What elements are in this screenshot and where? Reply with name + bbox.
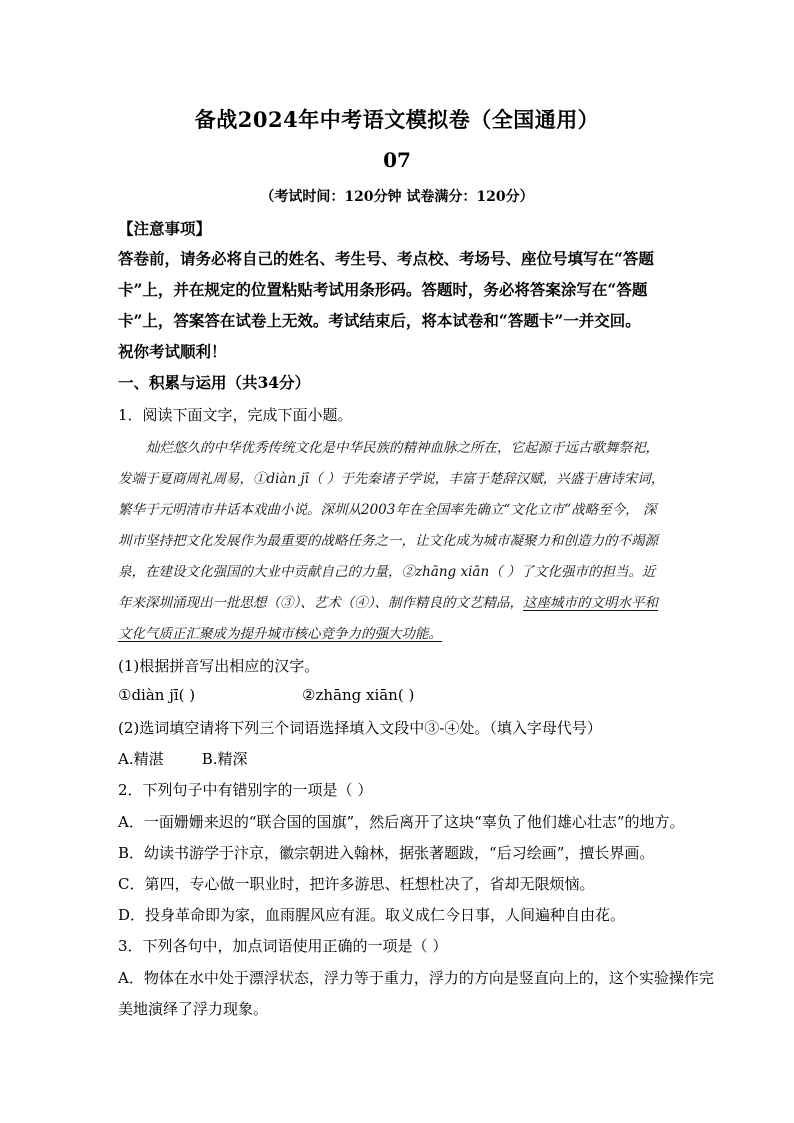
question-2-stem: 2．下列句子中有错别字的一项是（ ）	[118, 781, 373, 799]
passage-line: 灿烂悠久的中华优秀传统文化是中华民族的精神血脉之所在，它起源于远古歌舞祭祀，	[146, 440, 659, 456]
option-d: D．投身革命即为家，血雨腥风应有涯。取义成仁今日事，人间遍种自由花。	[118, 906, 626, 924]
sub-question-1: (1)根据拼音写出相应的汉字。	[118, 657, 320, 675]
page-title: 备战2024年中考语文模拟卷（全国通用）	[194, 107, 600, 132]
pinyin-blank-a: ①diàn jī( )	[118, 686, 196, 704]
passage-line	[118, 591, 678, 611]
passage-line: 泉，在建设文化强国的大业中贡献自己的力量，②zhāng xiān（ ）了文化强市的担当。近	[118, 564, 656, 580]
section-heading: 一、积累与运用（共34分）	[118, 373, 311, 392]
option-b: B．幼读书游学于汴京，徽宗朝进入翰林，据张著题跋，“后习绘画”，擅长界画。	[118, 844, 655, 862]
pinyin-blank-b: ②zhāng xiān( )	[302, 686, 415, 704]
passage-line: 发端于夏商周礼周易，①diàn jī（ ）于先秦诸子学说，丰富于楚辞汉赋，兴盛于唐诗宋词，	[118, 471, 665, 487]
option-a-continued: 美地演绎了浮力现象。	[118, 1000, 269, 1018]
passage-line: 圳市坚持把文化发展作为最重要的战略任务之一，让文化成为城市凝聚力和创造力的不竭源	[118, 533, 658, 549]
question-1-stem: 1．阅读下面文字，完成下面小题。	[118, 406, 353, 424]
underlined-sentence: 这座城市的文明水平和	[523, 595, 658, 611]
exam-info: （考试时间：120分钟 试卷满分：120分）	[260, 189, 534, 205]
notice-heading: 【注意事项】	[118, 219, 212, 238]
passage-text: 年来深圳涌现出一批思想（③）、艺术（④）、制作精良的文艺精品，	[118, 595, 523, 611]
notice-line: 卡”上，并在规定的位置粘贴考试用条形码。答题时，务必将答案涂写在“答题	[118, 280, 648, 299]
passage-line	[118, 622, 678, 642]
question-3-stem: 3．下列各句中，加点词语使用正确的一项是（ ）	[118, 937, 448, 955]
passage-line: 繁华于元明清市井话本戏曲小说。深圳从2003年在全国率先确立“文化立市”战略至今， 深	[118, 502, 657, 518]
notice-line: 卡”上，答案答在试卷上无效。考试结束后，将本试卷和“答题卡”一并交回。	[118, 311, 641, 330]
sub-question-2: (2)选词填空请将下列三个词语选择填入文段中③-④处。（填入字母代号）	[118, 719, 602, 737]
option-a: A．一面姗姗来迟的“联合国的国旗”，然后离开了这块“辜负了他们雄心壮志”的地方。	[118, 813, 685, 831]
paper-number: 07	[383, 148, 411, 172]
option-c: C．第四，专心做一职业时，把许多游思、枉想杜决了，省却无限烦恼。	[118, 875, 595, 893]
option-a: A．物体在水中处于漂浮状态，浮力等于重力，浮力的方向是竖直向上的，这个实验操作完	[118, 969, 714, 987]
word-options: A.精湛 B.精深	[118, 750, 248, 768]
notice-line: 答卷前，请务必将自己的姓名、考生号、考点校、考场号、座位号填写在“答题	[118, 249, 654, 268]
notice-wish: 祝你考试顺利！	[118, 342, 227, 361]
underlined-sentence: 文化气质正汇聚成为提升城市核心竞争力的强大功能。	[118, 626, 442, 642]
